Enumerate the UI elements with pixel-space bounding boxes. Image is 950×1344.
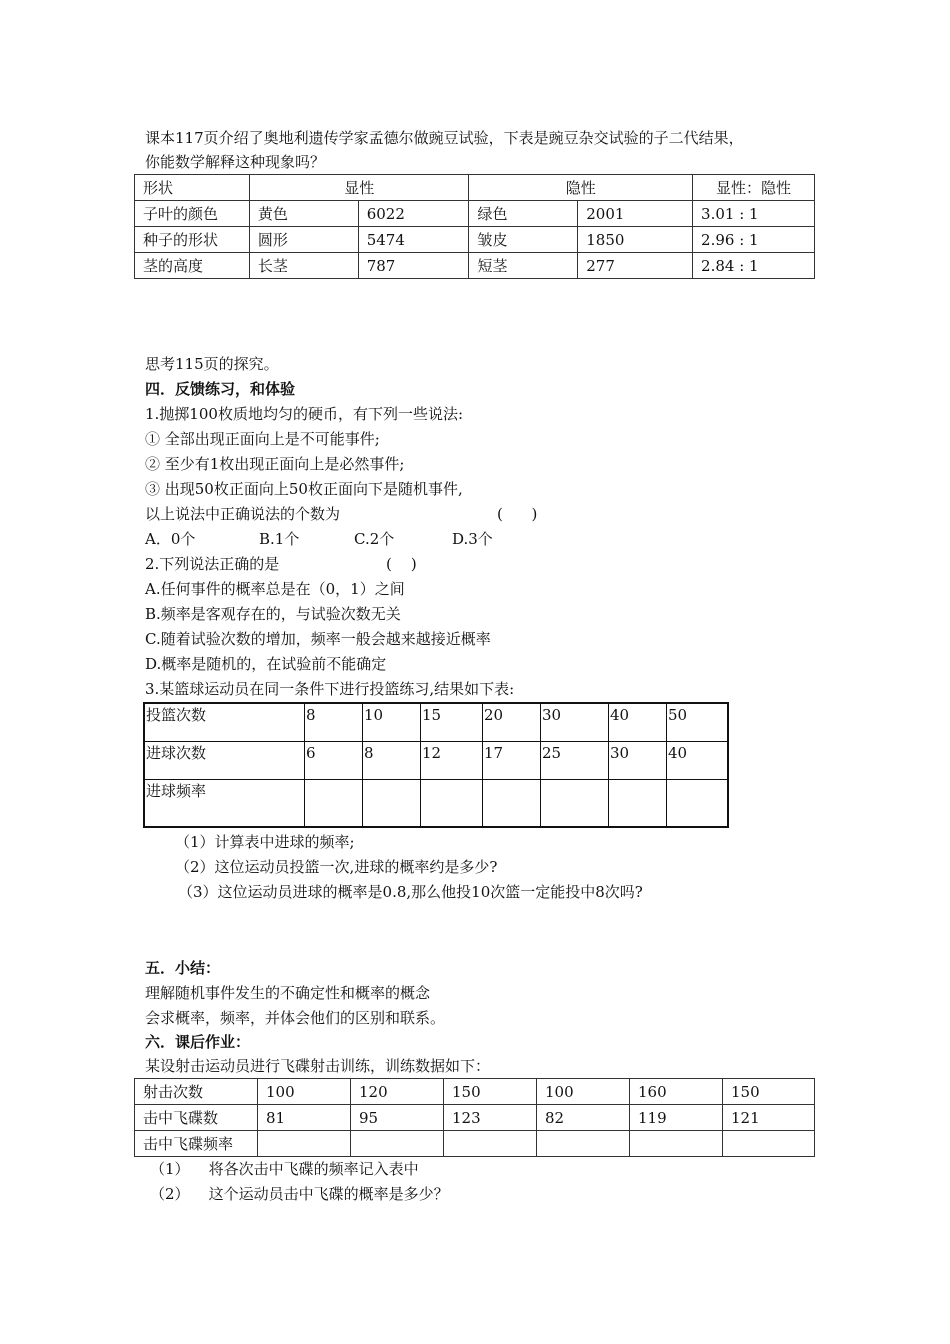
table-row [144, 779, 728, 827]
q1-statement-2: ② 至少有1枚出现正面向上是必然事件; [145, 455, 405, 473]
q3-sub-1: （1）计算表中进球的频率; [175, 833, 355, 851]
table-cell: 150 [444, 1079, 537, 1105]
table-cell: 15 [421, 703, 483, 741]
table-cell: 1850 [578, 227, 693, 253]
q3-stem: 3.某篮球运动员在同一条件下进行投篮练习,结果如下表: [145, 680, 515, 698]
q1-option-a: A．0个 [145, 530, 196, 548]
table-cell [537, 1131, 630, 1157]
row-label: 进球频率 [144, 779, 305, 827]
section-6-intro: 某设射击运动员进行飞碟射击训练，训练数据如下： [145, 1057, 491, 1075]
table-row [144, 703, 728, 741]
table-cell: 25 [541, 741, 609, 779]
table-cell: 120 [351, 1079, 444, 1105]
think-line: 思考115页的探究。 [145, 355, 279, 373]
table-cell: 2.84 : 1 [693, 253, 815, 279]
table-cell [609, 779, 667, 827]
table-row [135, 175, 815, 201]
table-cell [351, 1131, 444, 1157]
table-cell: 40 [667, 741, 729, 779]
row-label: 击中飞碟频率 [135, 1131, 258, 1157]
table-header: 隐性 [469, 175, 693, 201]
table-cell: 277 [578, 253, 693, 279]
table-cell [541, 779, 609, 827]
table-cell: 40 [609, 703, 667, 741]
table-cell: 81 [258, 1105, 351, 1131]
table-cell [667, 779, 729, 827]
q2-option-d: D.概率是随机的，在试验前不能确定 [145, 655, 387, 673]
table-cell: 圆形 [249, 227, 358, 253]
q2-option-b: B.频率是客观存在的，与试验次数无关 [145, 605, 401, 623]
table-cell [444, 1131, 537, 1157]
table-cell: 121 [723, 1105, 815, 1131]
q1-ask: 以上说法中正确说法的个数为 [145, 505, 341, 523]
table-cell: 95 [351, 1105, 444, 1131]
table-cell: 787 [358, 253, 469, 279]
table-cell: 20 [483, 703, 541, 741]
row-label: 击中飞碟数 [135, 1105, 258, 1131]
table-cell: 119 [630, 1105, 723, 1131]
table-cell: 12 [421, 741, 483, 779]
q2-option-c: C.随着试验次数的增加，频率一般会越来越接近概率 [145, 630, 491, 648]
table-cell: 30 [609, 741, 667, 779]
table-row [135, 227, 815, 253]
pea-table [134, 174, 815, 279]
q1-answer-paren: ( ) [497, 505, 538, 523]
table-cell: 30 [541, 703, 609, 741]
table-cell [421, 779, 483, 827]
q1-stem: 1.抛掷100枚质地均匀的硬币，有下列一些说法: [145, 405, 463, 423]
table-cell: 8 [363, 741, 421, 779]
table-cell [723, 1131, 815, 1157]
table-row [135, 201, 815, 227]
q1-statement-1: ① 全部出现正面向上是不可能事件; [145, 430, 380, 448]
q3-sub-3: （3）这位运动员进球的概率是0.8,那么他投10次篮一定能投中8次吗? [178, 883, 643, 901]
table-cell: 17 [483, 741, 541, 779]
table-cell [363, 779, 421, 827]
table-header: 显性 [249, 175, 469, 201]
hw-sub-1: （1） 将各次击中飞碟的频率记入表中 [150, 1160, 419, 1178]
q2-option-a: A.任何事件的概率总是在（0，1）之间 [145, 580, 405, 598]
table-row [144, 741, 728, 779]
table-cell: 50 [667, 703, 729, 741]
section-5-line-1: 理解随机事件发生的不确定性和概率的概念 [145, 984, 431, 1002]
table-cell: 10 [363, 703, 421, 741]
table-cell [630, 1131, 723, 1157]
shooting-table [134, 1078, 815, 1157]
q1-option-b: B.1个 [259, 530, 300, 548]
section-5-line-2: 会求概率，频率，并体会他们的区别和联系。 [145, 1009, 446, 1027]
row-label: 进球次数 [144, 741, 305, 779]
table-cell: 6 [305, 741, 363, 779]
q2-answer-paren: ( ) [386, 555, 417, 573]
table-cell: 100 [537, 1079, 630, 1105]
row-label: 射击次数 [135, 1079, 258, 1105]
hw-sub-2: （2） 这个运动员击中飞碟的概率是多少？ [150, 1185, 449, 1203]
table-cell: 82 [537, 1105, 630, 1131]
table-cell: 短茎 [469, 253, 578, 279]
table-cell: 5474 [358, 227, 469, 253]
section-6-title: 六．课后作业： [145, 1033, 251, 1051]
table-cell: 2001 [578, 201, 693, 227]
table-cell: 子叶的颜色 [135, 201, 250, 227]
table-row [135, 253, 815, 279]
intro-line-1: 课本117页介绍了奥地利遗传学家孟德尔做豌豆试验，下表是豌豆杂交试验的子二代结果， [145, 129, 744, 147]
table-cell: 长茎 [249, 253, 358, 279]
basketball-table [143, 702, 729, 828]
q1-option-c: C.2个 [354, 530, 395, 548]
table-row [135, 1079, 815, 1105]
table-cell: 茎的高度 [135, 253, 250, 279]
table-cell: 种子的形状 [135, 227, 250, 253]
table-cell [483, 779, 541, 827]
q1-statement-3: ③ 出现50枚正面向上50枚正面向下是随机事件, [145, 480, 463, 498]
table-row [135, 1131, 815, 1157]
q3-sub-2: （2）这位运动员投篮一次,进球的概率约是多少? [175, 858, 498, 876]
table-cell: 黄色 [249, 201, 358, 227]
table-cell: 123 [444, 1105, 537, 1131]
table-cell: 150 [723, 1079, 815, 1105]
table-cell [305, 779, 363, 827]
q2-stem: 2.下列说法正确的是 [145, 555, 280, 573]
table-header: 形状 [135, 175, 250, 201]
table-cell: 皱皮 [469, 227, 578, 253]
table-header: 显性：隐性 [693, 175, 815, 201]
section-5-title: 五．小结： [145, 959, 221, 977]
table-cell: 6022 [358, 201, 469, 227]
table-cell: 3.01 : 1 [693, 201, 815, 227]
row-label: 投篮次数 [144, 703, 305, 741]
table-cell [258, 1131, 351, 1157]
q1-option-d: D.3个 [452, 530, 493, 548]
table-cell: 8 [305, 703, 363, 741]
table-row [135, 1105, 815, 1131]
table-cell: 2.96 : 1 [693, 227, 815, 253]
table-cell: 绿色 [469, 201, 578, 227]
section-4-title: 四．反馈练习，和体验 [145, 380, 296, 398]
table-cell: 100 [258, 1079, 351, 1105]
intro-line-2: 你能数学解释这种现象吗？ [145, 153, 326, 171]
table-cell: 160 [630, 1079, 723, 1105]
